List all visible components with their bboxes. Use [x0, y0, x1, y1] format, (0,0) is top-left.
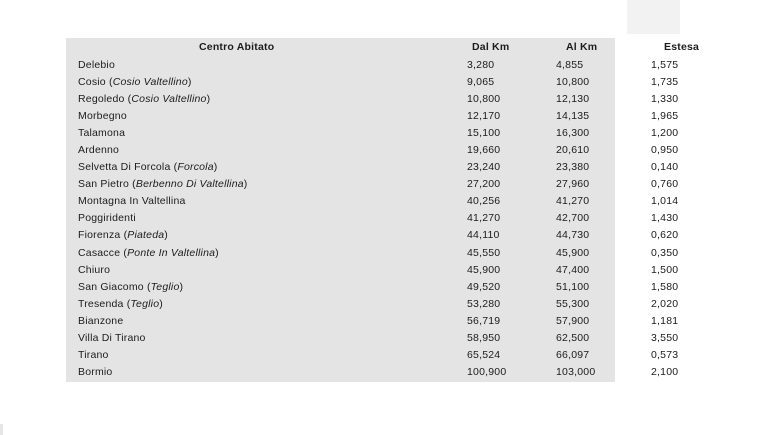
table-row: [66, 90, 776, 107]
town-name: Talamona: [78, 126, 126, 139]
table-row: [66, 193, 776, 210]
town-name: Delebio: [78, 58, 116, 71]
table-row: [66, 159, 776, 176]
cell-estesa: 1,580: [651, 280, 679, 293]
cell-dal-km: 44,110: [467, 229, 500, 242]
cell-centro-abitato: [66, 90, 467, 107]
town-name: San Giacomo: [78, 280, 144, 293]
header-dal-km: Dal Km: [472, 41, 510, 53]
town-name: Tresenda: [78, 297, 124, 310]
cell-centro-abitato: [66, 193, 467, 210]
cell-al-km: 55,300: [556, 297, 590, 310]
cell-estesa: 1,430: [651, 212, 679, 225]
town-distance-table: [66, 38, 776, 381]
cell-estesa: 0,950: [651, 144, 679, 157]
cell-al-km: 66,097: [556, 349, 590, 362]
table-row: [66, 330, 776, 347]
cell-centro-abitato: [66, 227, 467, 244]
cell-dal-km: 12,170: [467, 109, 501, 122]
cell-al-km: 57,900: [556, 314, 590, 327]
cell-centro-abitato: [66, 73, 467, 90]
cell-centro-abitato: [66, 124, 467, 141]
header-centro-abitato: Centro Abitato: [199, 41, 275, 53]
cell-estesa: 0,350: [651, 246, 679, 259]
paren-close: ): [206, 92, 211, 105]
cell-dal-km: 45,900: [467, 263, 501, 276]
cell-centro-abitato: [66, 159, 467, 176]
cell-estesa: 1,575: [651, 58, 679, 71]
header-estesa: Estesa: [664, 41, 700, 53]
cell-centro-abitato: [66, 295, 467, 312]
cell-estesa: 1,014: [651, 195, 679, 208]
municipality-note: Forcola: [177, 161, 214, 174]
cell-al-km: 16,300: [556, 126, 590, 139]
paren-close: ): [159, 297, 163, 310]
paren-close: ): [215, 246, 219, 259]
cell-estesa: 0,620: [651, 229, 679, 242]
paren-open: (: [123, 297, 131, 310]
cell-dal-km: 23,240: [467, 161, 501, 174]
corner-shade: [627, 0, 680, 34]
table-row: [66, 141, 776, 158]
town-name: Fiorenza: [78, 229, 121, 242]
edge-mark: [0, 424, 3, 435]
town-name: Morbegno: [78, 109, 127, 122]
town-name: Poggiridenti: [78, 212, 136, 225]
table-row: [66, 176, 776, 193]
header-row: [66, 38, 776, 56]
table-row: [66, 244, 776, 261]
table-row: [66, 347, 776, 364]
cell-centro-abitato: [66, 56, 467, 73]
cell-dal-km: 53,280: [467, 297, 501, 310]
cell-al-km: 41,270: [556, 195, 590, 208]
scanned-table-sheet: [66, 38, 700, 382]
municipality-note: Piateda: [127, 229, 165, 242]
cell-dal-km: 3,280: [467, 58, 495, 71]
cell-al-km: 44,730: [556, 229, 590, 242]
municipality-note: Teglio: [130, 297, 160, 310]
town-name: Cosio: [78, 75, 106, 88]
paren-open: (: [120, 246, 128, 259]
cell-estesa: 1,330: [651, 92, 679, 105]
cell-centro-abitato: [66, 261, 467, 278]
table-row: [66, 227, 776, 244]
table-row: [66, 107, 776, 124]
table-body: [66, 56, 776, 381]
paren-open: (: [105, 75, 113, 88]
paren-open: (: [129, 178, 136, 191]
cell-estesa: 1,735: [651, 75, 679, 88]
cell-dal-km: 58,950: [467, 332, 501, 345]
town-name: Chiuro: [78, 263, 111, 276]
cell-al-km: 27,960: [556, 178, 590, 191]
table-row: [66, 73, 776, 90]
cell-al-km: 20,610: [556, 144, 590, 157]
cell-estesa: 1,965: [651, 109, 679, 122]
town-name: Bormio: [78, 366, 113, 379]
municipality-note: Ponte In Valtellina: [127, 246, 216, 259]
cell-al-km: 103,000: [556, 366, 596, 379]
table-row: [66, 312, 776, 329]
cell-centro-abitato: [66, 244, 467, 261]
cell-al-km: 51,100: [556, 280, 590, 293]
town-name: Selvetta Di Forcola: [78, 161, 171, 174]
cell-dal-km: 49,520: [467, 280, 501, 293]
table-row: [66, 261, 776, 278]
cell-estesa: 2,020: [651, 297, 679, 310]
town-name: San Pietro: [78, 178, 130, 191]
cell-centro-abitato: [66, 210, 467, 227]
cell-estesa: 0,140: [651, 161, 679, 174]
town-name: Montagna In Valtellina: [78, 195, 186, 208]
cell-al-km: 4,855: [556, 58, 584, 71]
cell-dal-km: 41,270: [467, 212, 501, 225]
town-name: Regoledo: [78, 92, 125, 105]
cell-dal-km: 27,200: [467, 178, 501, 191]
cell-dal-km: 45,550: [467, 246, 501, 259]
paren-close: ): [164, 229, 168, 242]
paren-close: ): [179, 280, 184, 293]
cell-al-km: 12,130: [556, 92, 590, 105]
cell-dal-km: 100,900: [467, 366, 507, 379]
cell-dal-km: 40,256: [467, 195, 501, 208]
cell-estesa: 3,550: [651, 332, 679, 345]
cell-estesa: 0,760: [651, 178, 679, 191]
cell-estesa: 1,181: [651, 314, 679, 327]
cell-al-km: 42,700: [556, 212, 590, 225]
paren-open: (: [120, 229, 128, 242]
header-al-km: Al Km: [566, 41, 598, 53]
cell-centro-abitato: [66, 107, 467, 124]
cell-centro-abitato: [66, 347, 467, 364]
cell-centro-abitato: [66, 278, 467, 295]
cell-dal-km: 19,660: [467, 144, 501, 157]
town-name: Casacce: [78, 246, 121, 259]
paren-close: ): [213, 161, 218, 174]
cell-centro-abitato: [66, 330, 467, 347]
cell-centro-abitato: [66, 312, 467, 329]
town-name: Tirano: [78, 349, 109, 362]
cell-al-km: 45,900: [556, 246, 590, 259]
municipality-note: Cosio Valtellino: [131, 92, 207, 105]
table-row: [66, 124, 776, 141]
cell-dal-km: 15,100: [467, 126, 501, 139]
cell-dal-km: 56,719: [467, 314, 501, 327]
cell-dal-km: 10,800: [467, 92, 501, 105]
paren-open: (: [170, 161, 178, 174]
cell-estesa: 1,200: [651, 126, 679, 139]
cell-al-km: 10,800: [556, 75, 590, 88]
cell-centro-abitato: [66, 364, 467, 381]
cell-al-km: 47,400: [556, 263, 590, 276]
town-name: Bianzone: [78, 314, 124, 327]
cell-dal-km: 9,065: [467, 75, 495, 88]
cell-centro-abitato: [66, 176, 467, 193]
town-name: Villa Di Tirano: [78, 332, 146, 345]
cell-estesa: 0,573: [651, 349, 679, 362]
town-name: Ardenno: [78, 144, 120, 157]
table-row: [66, 295, 776, 312]
municipality-note: Cosio Valtellino: [112, 75, 188, 88]
paren-close: ): [187, 75, 192, 88]
cell-al-km: 62,500: [556, 332, 590, 345]
cell-dal-km: 65,524: [467, 349, 501, 362]
cell-estesa: 2,100: [651, 366, 679, 379]
cell-al-km: 23,380: [556, 161, 590, 174]
table-row: [66, 210, 776, 227]
table-row: [66, 364, 776, 381]
table-row: [66, 56, 776, 73]
cell-estesa: 1,500: [651, 263, 679, 276]
paren-open: (: [143, 280, 151, 293]
cell-al-km: 14,135: [556, 109, 590, 122]
paren-close: ): [243, 178, 248, 191]
municipality-note: Berbenno Di Valtellina: [135, 178, 244, 191]
paren-open: (: [124, 92, 132, 105]
table-row: [66, 278, 776, 295]
municipality-note: Teglio: [150, 280, 180, 293]
cell-centro-abitato: [66, 141, 467, 158]
